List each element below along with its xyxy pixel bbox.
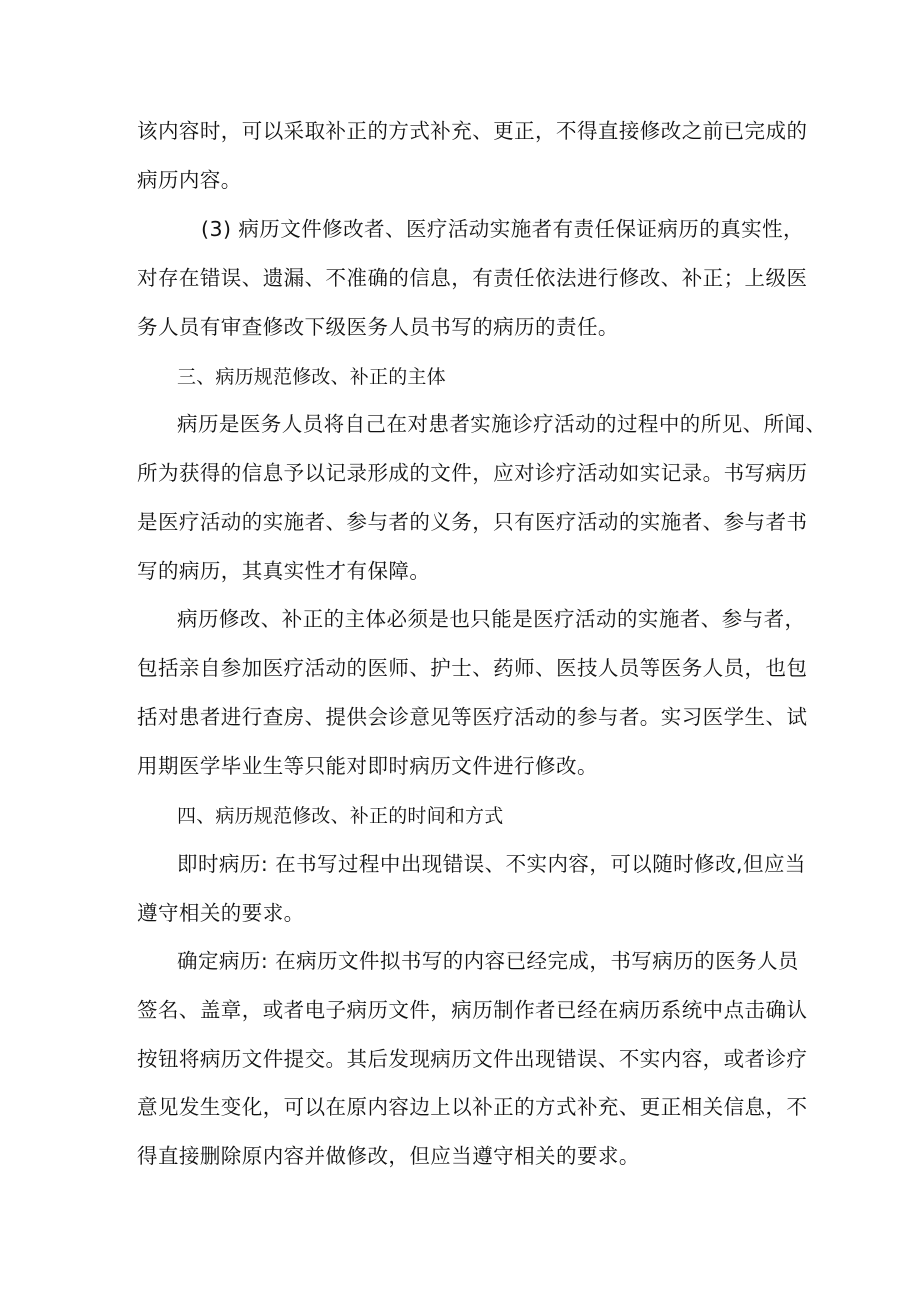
immediate-definition-start: : 在书写过程中出现错误、不实内容，可以随时修改,但应当 (260, 852, 806, 876)
confirmed-line-2: 签名、盖章，或者电子病历文件，病历制作者已经在病历系统中点击确认 (137, 998, 808, 1022)
confirmed-label: 确定病历 (177, 949, 261, 973)
continuation-line-2: 病历内容。 (137, 168, 242, 192)
item3-line-3: 务人员有审查修改下级医务人员书写的病历的责任。 (137, 315, 619, 339)
section3-para1-line-3: 是医疗活动的实施者、参与者的义务，只有医疗活动的实施者、参与者书 (137, 510, 808, 534)
section3-heading: 三、病历规范修改、补正的主体 (177, 366, 446, 388)
section3-para2-line-1: 病历修改、补正的主体必须是也只能是医疗活动的实施者、参与者， (177, 607, 806, 631)
confirmed-line-5: 得直接删除原内容并做修改，但应当遵守相关的要求。 (137, 1144, 640, 1168)
section3-para1-line-2: 所为获得的信息予以记录形成的文件，应对诊疗活动如实记录。书写病历 (137, 461, 808, 485)
immediate-line-2: 遵守相关的要求。 (137, 901, 305, 925)
section3-para2-line-2: 包括亲自参加医疗活动的医师、护士、药师、医技人员等医务人员，也包 (137, 656, 808, 680)
section4-heading: 四、病历规范修改、补正的时间和方式 (177, 805, 504, 827)
section3-para2-line-3: 括对患者进行查房、提供会诊意见等医疗活动的参与者。实习医学生、试 (137, 705, 808, 729)
item3-line-1: (3) 病历文件修改者、医疗活动实施者有责任保证病历的真实性， (201, 217, 805, 241)
continuation-line-1: 该内容时，可以采取补正的方式补充、更正，不得直接修改之前已完成的 (137, 119, 808, 143)
confirmed-line-3: 按钮将病历文件提交。其后发现病历文件出现错误、不实内容，或者诊疗 (137, 1047, 808, 1071)
immediate-label: 即时病历 (177, 852, 261, 876)
confirmed-line-4: 意见发生变化，可以在原内容边上以补正的方式补充、更正相关信息，不 (137, 1095, 808, 1119)
section3-para1-line-1: 病历是医务人员将自己在对患者实施诊疗活动的过程中的所见、所闻、 (177, 412, 827, 436)
item3-line-2: 对存在错误、遗漏、不准确的信息，有责任依法进行修改、补正；上级医 (137, 266, 808, 290)
section3-para2-line-4: 用期医学毕业生等只能对即时病历文件进行修改。 (137, 754, 598, 778)
confirmed-line-1 (177, 947, 799, 975)
section3-para1-line-4: 写的病历，其真实性才有保障。 (137, 559, 431, 583)
immediate-line-1 (177, 850, 806, 878)
confirmed-definition-start: : 在病历文件拟书写的内容已经完成，书写病历的医务人员 (260, 949, 799, 973)
